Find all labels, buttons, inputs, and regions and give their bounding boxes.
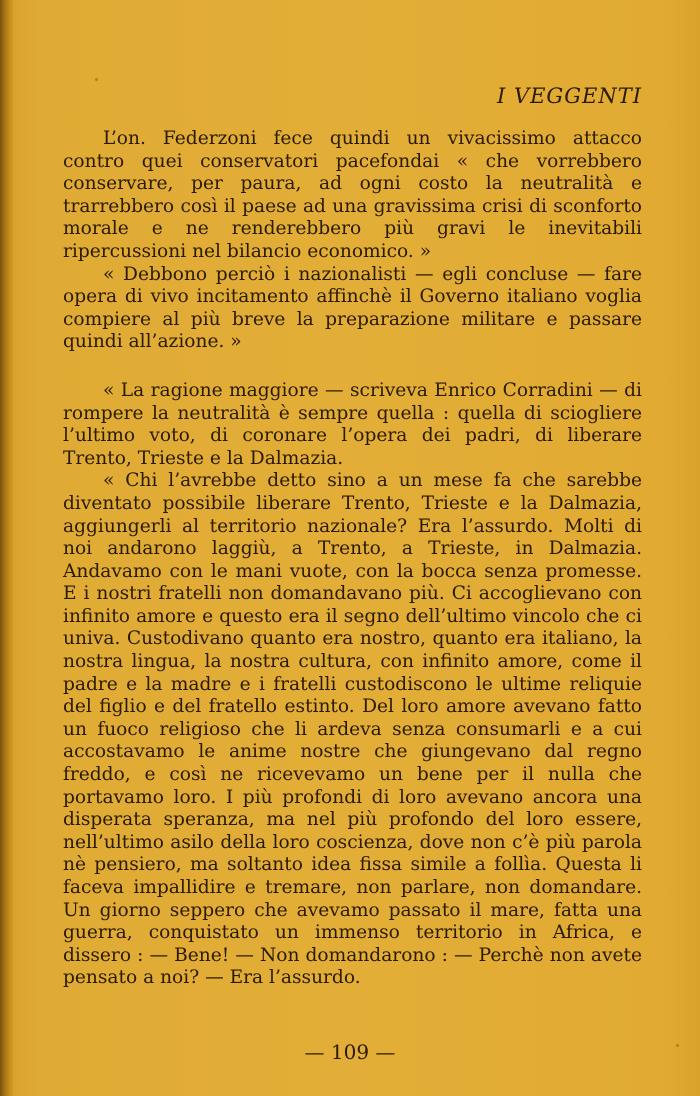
paragraph-nazionalisti: « Debbono perciò i nazionalisti — egli concluse — fare opera di vivo incitamento affinchè il Governo italiano voglia compiere al più breve la preparazione militare e passare quindi all’azione. » <box>63 263 642 353</box>
section-break <box>63 354 642 380</box>
body-text <box>63 128 642 990</box>
running-head: I VEGGENTI <box>496 84 642 108</box>
page-number: — 109 — <box>304 1040 396 1064</box>
paragraph-federzoni: L’on. Federzoni fece quindi un vivacissimo attacco contro quei conservatori pacefondai « che vorrebbero conservare, per paura, ad ogni costo la neutralità e trarrebbero così il paese ad una gravissima crisi di sconforto morale e ne renderebbero più gravi le inevitabili ripercussioni nel bilancio economico. » <box>63 128 642 262</box>
paragraph-trento-trieste: « Chi l’avrebbe detto sino a un mese fa che sarebbe diventato possibile liberare Trento, Trieste e la Dalmazia, aggiungerli al territorio nazionale? Era l’assurdo. Molti di noi andarono laggiù, a Trento, a Trieste, in Dalmazia. Andavamo con le mani vuote, con la bocca senza promesse. E i nostri fratelli non domandavano più. Ci accoglievano con infinito amore e questo era il segno dell’ultimo vincolo che ci univa. Custodivano quanto era nostro, quanto era italiano, la nostra lingua, la nostra cultura, con infinito amore, come il padre e la madre e i fratelli custodiscono le ultime reliquie del figlio e del fratello estinto. Del loro amore avevano fatto un fuoco religioso che li ardeva senza consumarli e a cui accostavamo le anime nostre che giungevano dal regno freddo, e così ne ricevevamo un bene per il nulla che portavamo loro. I più profondi di loro avevano ancora una disperata speranza, ma nel più profondo del loro essere, nell’ultimo asilo della loro coscienza, dove non c’è più parola nè pensiero, ma soltanto idea fissa simile a follìa. Questa li faceva impallidire e tremare, non parlare, non domandare. Un giorno seppero che avevamo passato il mare, fatta una guerra, conquistato un immenso territorio in Africa, e dissero : — Bene! — Non domandarono : — Perchè non avete pensato a noi? — Era l’assurdo. <box>63 470 642 989</box>
paragraph-corradini-quote: « La ragione maggiore — scriveva Enrico Corradini — di rompere la neutralità è sempre quella : quella di sciogliere l’ultimo voto, di coronare l’opera dei padri, di liberare Trento, Trieste e la Dalmazia. <box>63 379 642 469</box>
paper-speck <box>95 78 98 81</box>
page-gutter-shadow <box>0 0 14 1096</box>
